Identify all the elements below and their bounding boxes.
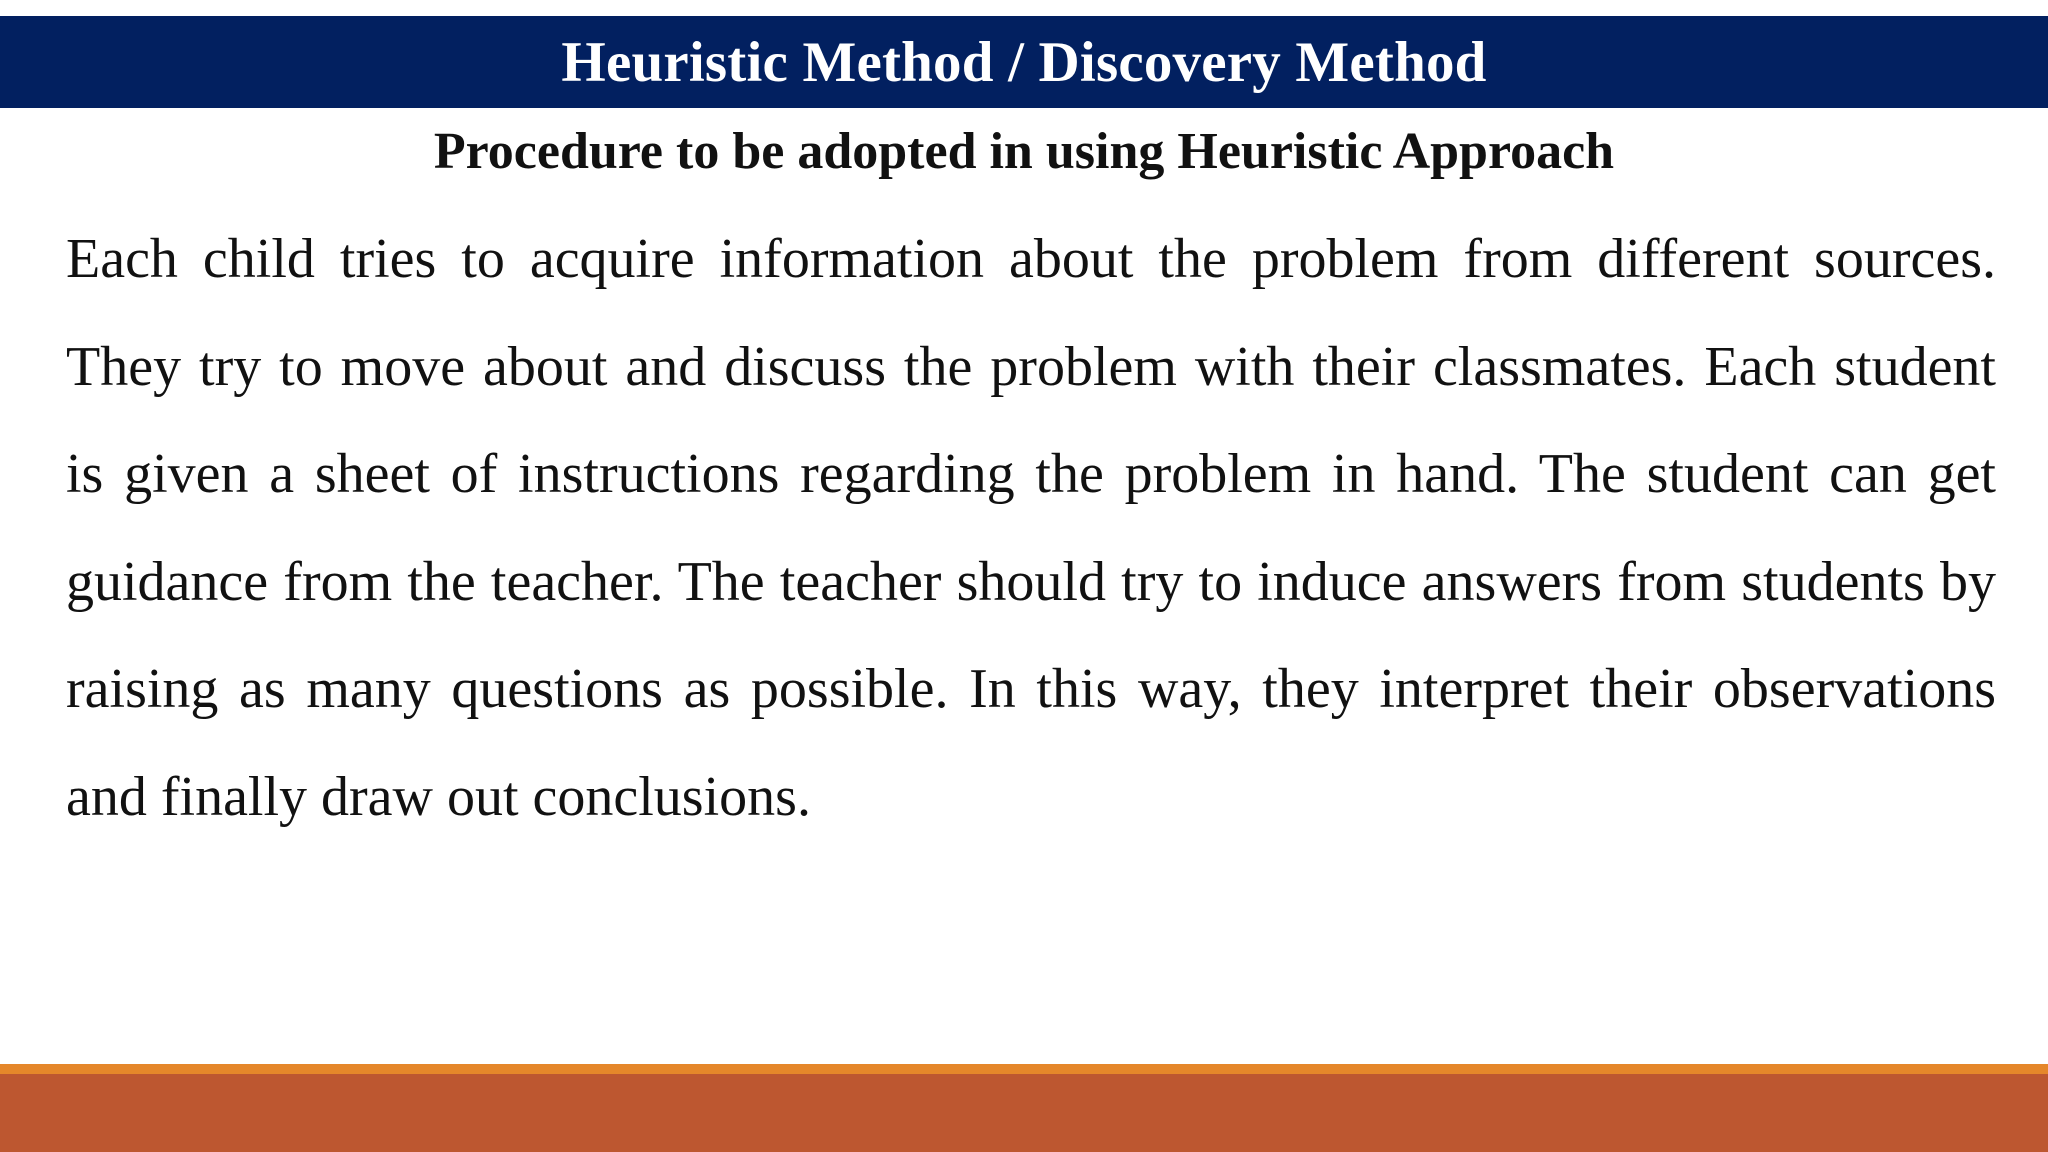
slide-title: Heuristic Method / Discovery Method	[561, 30, 1487, 94]
slide-subtitle: Procedure to be adopted in using Heuristic Approach	[433, 123, 1615, 180]
footer-band	[0, 1074, 2048, 1152]
title-bar	[0, 16, 2048, 108]
slide-body-text: Each child tries to acquire information about the problem from different sources. They try to move about and discuss the problem with their classmates. Each student is given a sheet of instructions regarding the problem in hand. The student can get guidance from the teacher. The teacher should try to induce answers from students by raising as many questions as possible. In this way, they interpret their observations and finally draw out conclusions.	[66, 228, 1996, 828]
footer-stripe	[0, 1064, 2048, 1074]
